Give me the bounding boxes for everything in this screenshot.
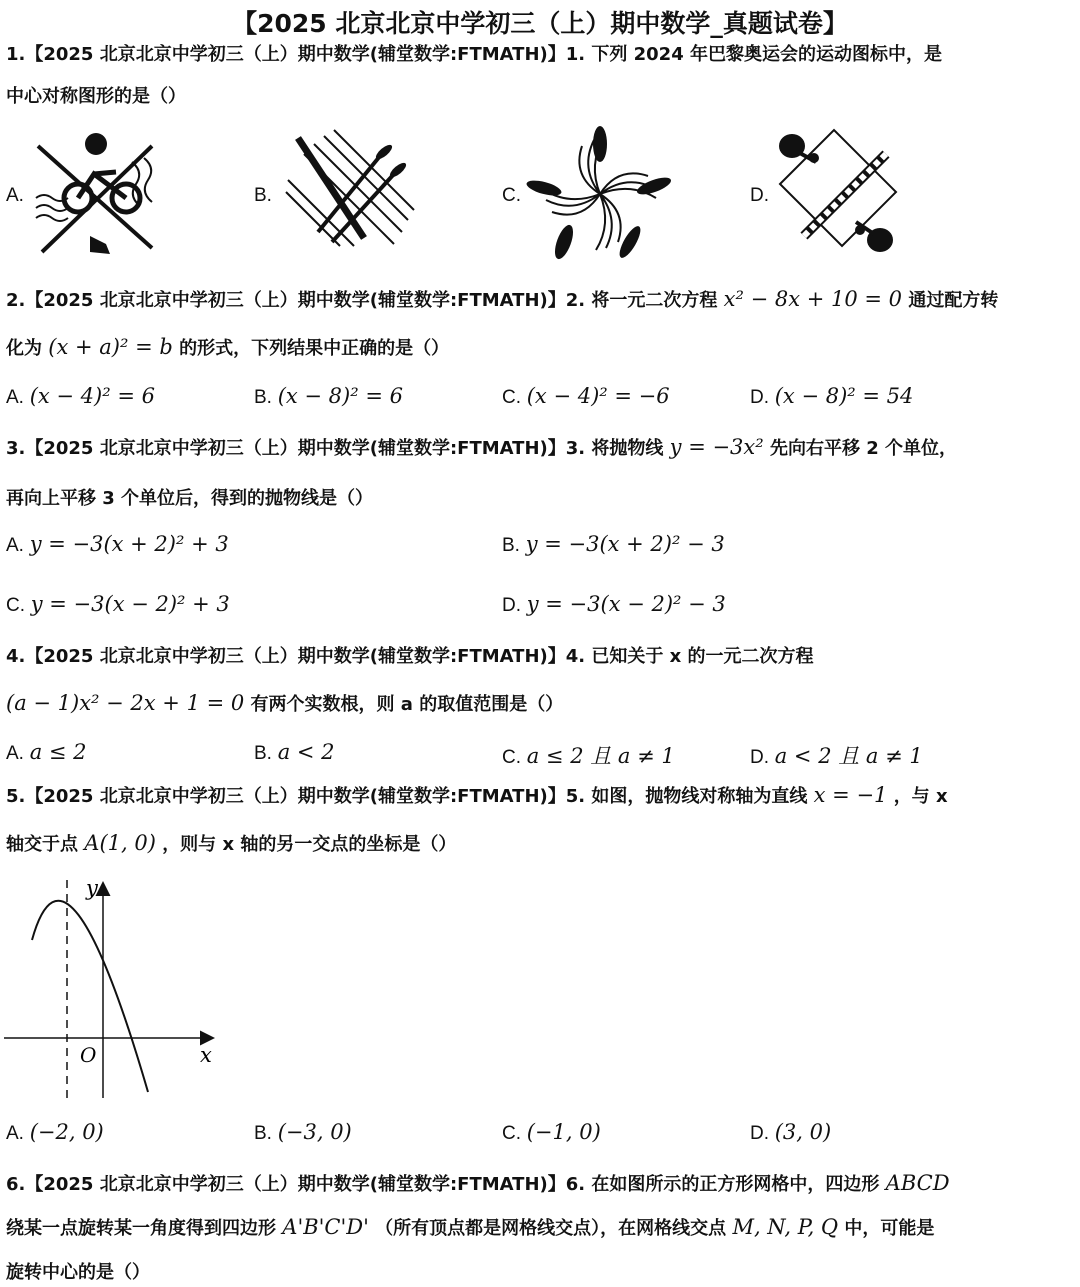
- q2-stem-text: 2.【2025 北京北京中学初三（上）期中数学(辅堂数学:FTMATH)】2. 将一元二次方程: [6, 290, 718, 311]
- option-key: C.: [6, 595, 25, 616]
- option-key: A.: [6, 185, 24, 206]
- origin-label: O: [80, 1043, 97, 1067]
- option-text: (x − 4)² = 6: [29, 384, 155, 408]
- q5-stem-text: 5.【2025 北京北京中学初三（上）期中数学(辅堂数学:FTMATH)】5. 如图，抛物线对称轴为直线: [6, 786, 808, 807]
- q1-stem-line2: 中心对称图形的是（）: [6, 86, 186, 107]
- option-text: (x − 8)² = 6: [277, 384, 403, 408]
- q4-option-a[interactable]: [6, 740, 87, 765]
- q3-option-b[interactable]: [502, 532, 725, 557]
- q2-stem-text: 化为: [6, 338, 42, 359]
- q1-stem-line1: 1.【2025 北京北京中学初三（上）期中数学(辅堂数学:FTMATH)】1. 下列 2024 年巴黎奥运会的运动图标中，是: [6, 44, 942, 65]
- option-key: A.: [6, 1123, 24, 1144]
- q5-option-c[interactable]: [502, 1120, 601, 1145]
- option-key: B.: [254, 185, 272, 206]
- q1-option-a[interactable]: [6, 185, 24, 207]
- q6-points: M, N, P, Q: [732, 1215, 839, 1239]
- q5-stem-text-tail: ，与 x: [893, 786, 948, 807]
- option-key: A.: [6, 535, 24, 556]
- q3-stem-line2: 再向上平移 3 个单位后，得到的抛物线是（）: [6, 488, 374, 509]
- q3-option-d[interactable]: [502, 592, 726, 617]
- q2-option-d[interactable]: [750, 384, 913, 409]
- q4-option-c[interactable]: [502, 740, 675, 770]
- option-key: B.: [502, 535, 520, 556]
- page-title: 【2025 北京北京中学初三（上）期中数学_真题试卷】: [232, 9, 848, 38]
- q4-option-d[interactable]: [750, 740, 923, 770]
- q5-option-b[interactable]: [254, 1120, 352, 1145]
- option-text: (−3, 0): [277, 1120, 352, 1144]
- option-text: a < 2: [277, 740, 335, 764]
- q6-quad-prime: A'B'C'D': [282, 1215, 369, 1239]
- option-text: y = −3(x − 2)² + 3: [30, 592, 230, 616]
- q5-axis-of-symmetry: x = −1: [813, 783, 888, 807]
- q1-option-c[interactable]: [502, 185, 521, 207]
- option-key: D.: [750, 387, 769, 408]
- q4-stem-line2: [6, 690, 563, 716]
- option-key: D.: [502, 595, 521, 616]
- q1-option-b[interactable]: [254, 185, 272, 207]
- q6-stem-line2: [6, 1214, 934, 1240]
- q3-option-c[interactable]: [6, 592, 230, 617]
- option-key: D.: [750, 185, 769, 206]
- option-key: B.: [254, 743, 272, 764]
- q4-equation: (a − 1)x² − 2x + 1 = 0: [6, 691, 245, 715]
- y-axis-label: y: [86, 876, 98, 900]
- q2-option-c[interactable]: [502, 384, 670, 409]
- option-key: A.: [6, 743, 24, 764]
- option-text: y = −3(x + 2)² + 3: [29, 532, 229, 556]
- option-key: A.: [6, 387, 24, 408]
- table-tennis-icon: [776, 126, 900, 260]
- q5-point-a: A(1, 0): [84, 831, 156, 855]
- rowing-icon: [284, 128, 416, 248]
- q1-option-d[interactable]: [750, 185, 769, 207]
- option-text: a ≤ 2: [29, 740, 87, 764]
- x-axis-label: x: [200, 1043, 212, 1067]
- q6-stem-text: 6.【2025 北京北京中学初三（上）期中数学(辅堂数学:FTMATH)】6. 在如图所示的正方形网格中，四边形: [6, 1174, 880, 1195]
- option-text: y = −3(x + 2)² − 3: [525, 532, 725, 556]
- option-text: a ≤ 2 且 a ≠ 1: [526, 744, 675, 768]
- q4-stem-text-tail: 有两个实数根，则 a 的取值范围是（）: [250, 694, 564, 715]
- q2-target-form: (x + a)² = b: [48, 335, 173, 359]
- q6-stem-text: 绕某一点旋转某一角度得到四边形: [6, 1218, 276, 1239]
- option-key: C.: [502, 387, 521, 408]
- q5-parabola-graph: [0, 870, 240, 1100]
- q6-stem-text-tail: 中，可能是: [844, 1218, 935, 1239]
- q6-stem-line1: [6, 1170, 950, 1196]
- option-text: (x − 4)² = −6: [526, 384, 670, 408]
- option-key: C.: [502, 1123, 521, 1144]
- q6-stem-text-mid: （所有顶点都是网格线交点），在网格线交点: [375, 1218, 727, 1239]
- option-key: D.: [750, 747, 769, 768]
- pinwheel-icon: [526, 126, 674, 262]
- q2-option-a[interactable]: [6, 384, 155, 409]
- option-text: (x − 8)² = 54: [774, 384, 914, 408]
- q2-stem-text-tail: 的形式，下列结果中正确的是（）: [179, 338, 450, 359]
- q3-stem-text: 3.【2025 北京北京中学初三（上）期中数学(辅堂数学:FTMATH)】3. 将抛物线: [6, 438, 664, 459]
- q2-stem-text-tail: 通过配方转: [908, 290, 999, 311]
- q2-equation: x² − 8x + 10 = 0: [723, 287, 903, 311]
- option-text: (−1, 0): [526, 1120, 601, 1144]
- q5-stem-text-tail: ，则与 x 轴的另一交点的坐标是（）: [162, 834, 457, 855]
- option-key: B.: [254, 1123, 272, 1144]
- option-key: C.: [502, 185, 521, 206]
- q5-stem-line1: [6, 782, 948, 808]
- q4-stem-line1: 4.【2025 北京北京中学初三（上）期中数学(辅堂数学:FTMATH)】4. 已知关于 x 的一元二次方程: [6, 646, 814, 667]
- q2-stem-line2: [6, 334, 449, 360]
- q5-option-d[interactable]: [750, 1120, 831, 1145]
- option-text: a < 2 且 a ≠ 1: [774, 744, 923, 768]
- cycling-icon: [32, 128, 170, 260]
- q3-parabola: y = −3x²: [669, 435, 764, 459]
- q6-stem-line3: 旋转中心的是（）: [6, 1262, 150, 1283]
- q4-option-b[interactable]: [254, 740, 335, 765]
- q2-option-b[interactable]: [254, 384, 403, 409]
- option-key: D.: [750, 1123, 769, 1144]
- q2-stem-line1: [6, 286, 998, 312]
- q3-stem-text-tail: 先向右平移 2 个单位，: [769, 438, 958, 459]
- q5-option-a[interactable]: [6, 1120, 104, 1145]
- option-text: (−2, 0): [29, 1120, 104, 1144]
- q3-stem-line1: [6, 434, 957, 460]
- q3-option-a[interactable]: [6, 532, 229, 557]
- q5-stem-line2: [6, 830, 456, 856]
- option-key: C.: [502, 747, 521, 768]
- option-text: y = −3(x − 2)² − 3: [526, 592, 726, 616]
- option-text: (3, 0): [774, 1120, 832, 1144]
- q5-stem-text: 轴交于点: [6, 834, 78, 855]
- option-key: B.: [254, 387, 272, 408]
- q6-quad-abcd: ABCD: [885, 1171, 950, 1195]
